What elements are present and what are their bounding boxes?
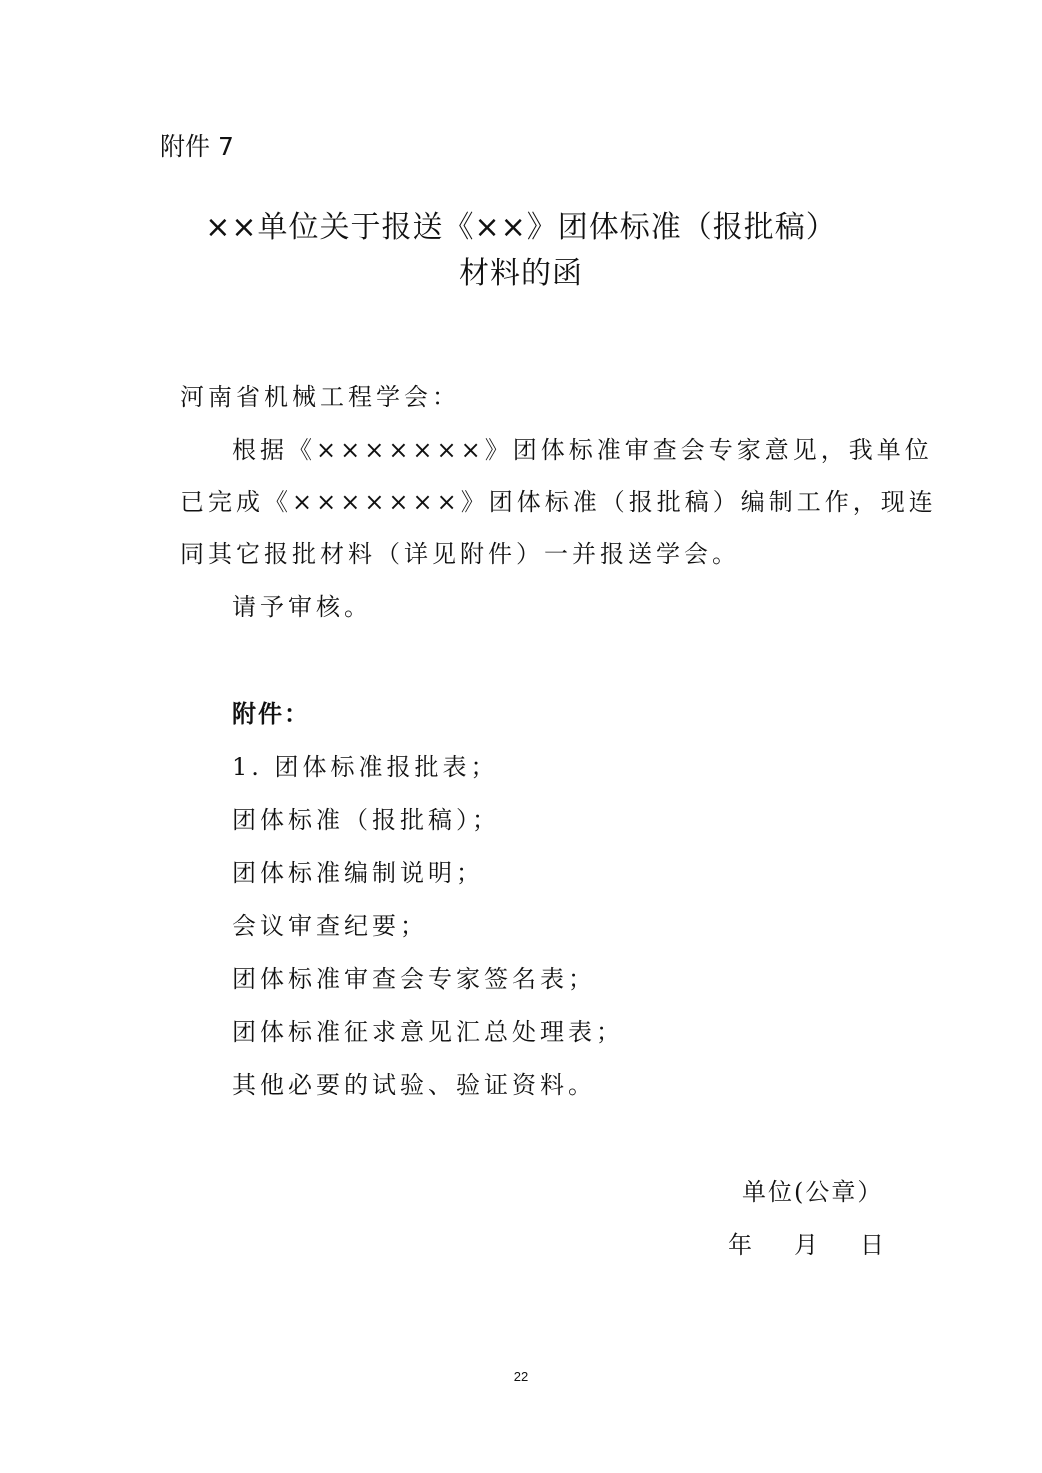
date-month: 月 [794,1231,818,1259]
body-paragraph-line-1: 根据《×××××××》团体标准审查会专家意见，我单位 [232,436,933,464]
attachments-heading: 附件： [232,700,310,728]
attachment-item: 团体标准（报批稿）； [232,806,500,834]
review-request: 请予审核。 [232,593,372,621]
recipient-salutation: 河南省机械工程学会： [180,383,460,411]
attachments-list [232,750,624,1121]
page-number: 22 [513,1369,529,1384]
date-year: 年 [728,1231,752,1259]
body-paragraph-line-2: 已完成《×××××××》团体标准（报批稿）编制工作，现连 [180,488,937,516]
body-paragraph-line-3: 同其它报批材料（详见附件）一并报送学会。 [180,540,740,568]
attachment-item: 1. 团体标准报批表； [232,753,499,781]
attachment-item: 团体标准编制说明； [232,859,484,887]
attachment-item: 会议审查纪要； [232,912,428,940]
date-day: 日 [860,1231,884,1259]
attachment-number-label: 附件 7 [160,132,234,161]
document-title-line-2: 材料的函 [459,256,583,291]
attachment-item: 团体标准征求意见汇总处理表； [232,1018,624,1046]
signature-date [728,1228,884,1262]
document-title-line-1: ××单位关于报送《××》团体标准（报批稿） [205,210,837,245]
signature-unit-seal: 单位(公章） [742,1178,884,1206]
attachment-item: 其他必要的试验、验证资料。 [232,1071,596,1099]
attachment-item: 团体标准审查会专家签名表； [232,965,596,993]
